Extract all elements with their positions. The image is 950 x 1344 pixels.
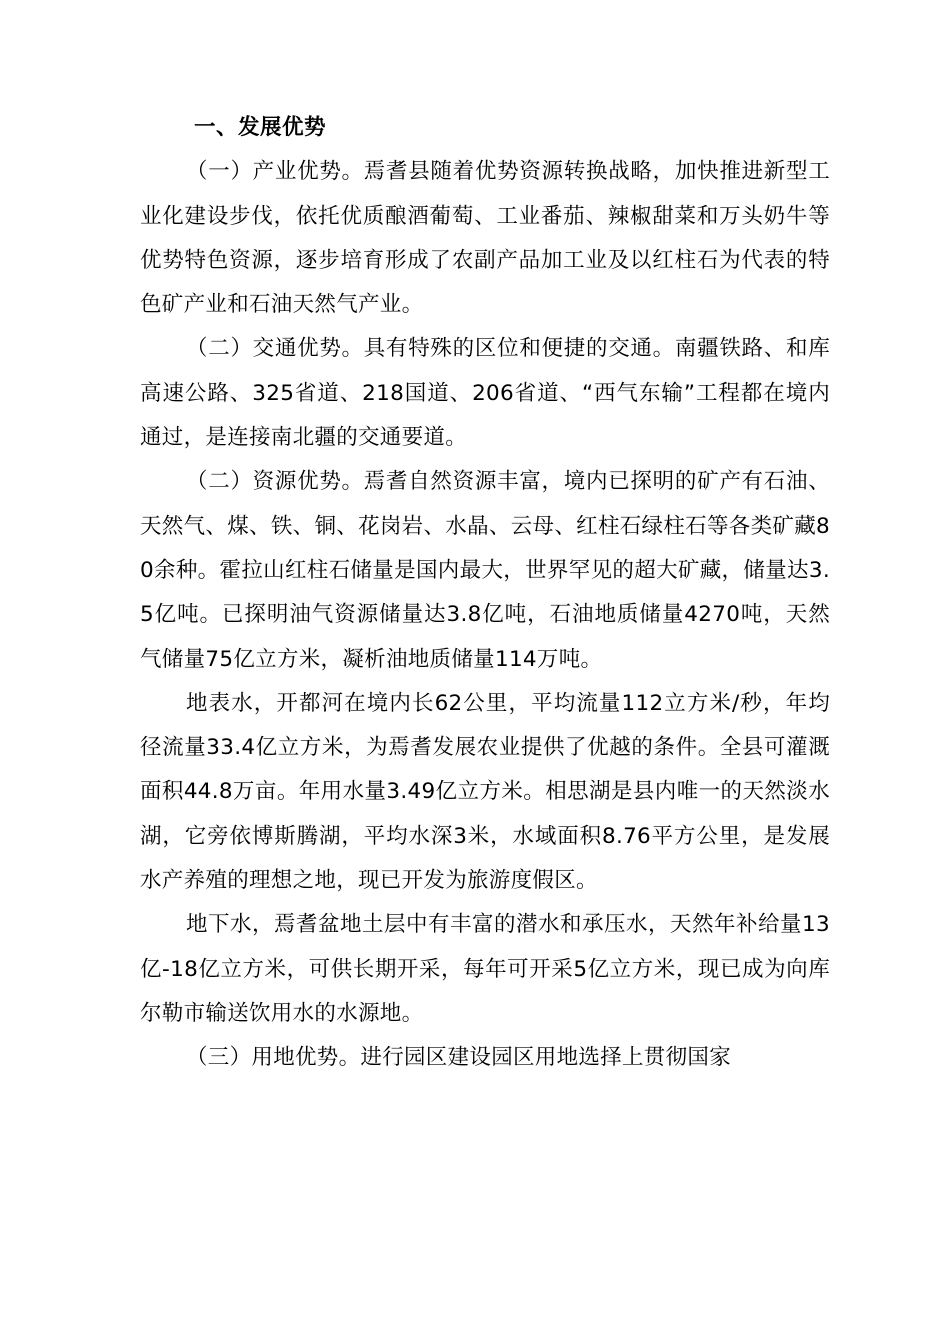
paragraph-groundwater: 地下水，焉耆盆地土层中有丰富的潜水和承压水，天然年补给量13亿-18亿立方米，可供长期开采，每年可开采5亿立方米，现已成为向库尔勒市输送饮用水的水源地。	[140, 912, 830, 1026]
paragraph-land-advantage: （三）用地优势。进行园区建设园区用地选择上贯彻国家	[186, 1045, 732, 1071]
document-body	[140, 106, 830, 1081]
paragraph-transport-advantage: （二）交通优势。具有特殊的区位和便捷的交通。南疆铁路、和库高速公路、325省道、218国道、206省道、“西气东输”工程都在境内通过，是连接南北疆的交通要道。	[140, 336, 830, 451]
paragraph-industry-advantage: （一）产业优势。焉耆县随着优势资源转换战略，加快推进新型工业化建设步伐，依托优质酿酒葡萄、工业番茄、辣椒甜菜和万头奶牛等优势特色资源，逐步培育形成了农副产品加工业及以红柱石为代表的特色矿产业和石油天然气产业。	[140, 159, 830, 318]
paragraph-surface-water: 地表水，开都河在境内长62公里，平均流量112立方米/秒，年均径流量33.4亿立方米，为焉耆发展农业提供了优越的条件。全县可灌溉面积44.8万亩。年用水量3.49亿立方米。相思湖是县内唯一的天然淡水湖，它旁依博斯腾湖，平均水深3米，水域面积8.76平方公里，是发展水产养殖的理想之地，现已开发为旅游度假区。	[140, 690, 830, 894]
paragraph-resource-advantage: （二）资源优势。焉耆自然资源丰富，境内已探明的矿产有石油、天然气、煤、铁、铜、花岗岩、水晶、云母、红柱石绿柱石等各类矿藏80余种。霍拉山红柱石储量是国内最大，世界罕见的超大矿藏，储量达3.5亿吨。已探明油气资源储量达3.8亿吨，石油地质储量4270吨，天然气储量75亿立方米，凝析油地质储量114万吨。	[140, 469, 830, 672]
section-heading: 一、发展优势	[194, 115, 327, 140]
